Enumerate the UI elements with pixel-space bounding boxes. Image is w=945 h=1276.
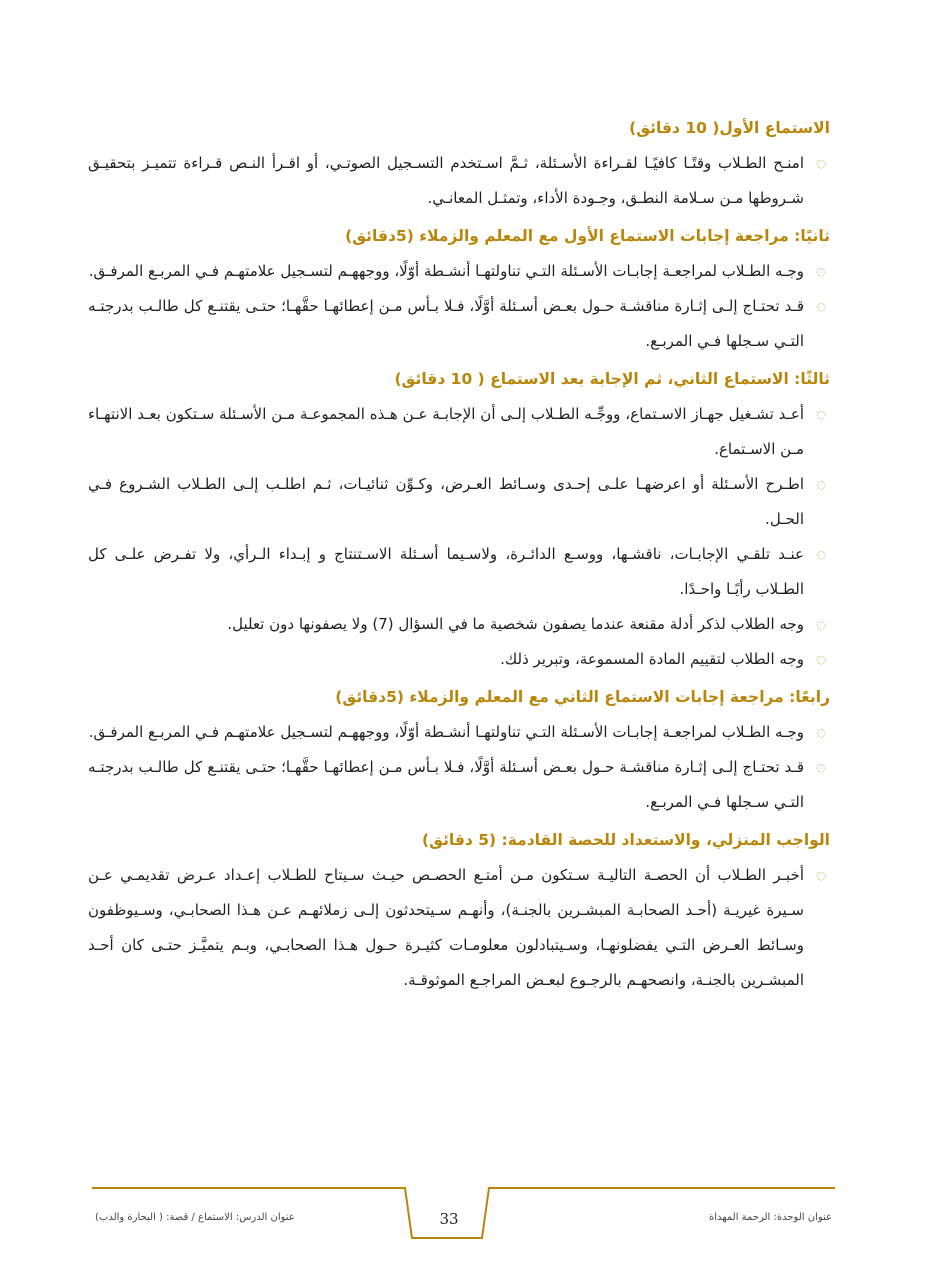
bullet-icon: ◌: [816, 265, 826, 278]
list-item: ◌ قـد تحتـاج إلـى إثـارة مناقشـة حـول بعـض أسـئلة أوَّلًا، فـلا بـأس مـن إعطائهـا حقَّهـا؛ حتـى يقتنـع كل طالـب بدرجتـه التـي سـجلها فـي المربـع.: [88, 750, 830, 820]
section-heading: ثالثًا: الاستماع الثاني، ثم الإجابة بعد الاستماع ( 10 دقائق): [394, 370, 830, 388]
list-item: ◌ وجه الطلاب لذكر أدلة مقنعة عندما يصفون شخصية ما في السؤال (7) ولا يصفونها دون تعليل.: [88, 607, 830, 642]
list-item: ◌ وجه الطلاب لتقييم المادة المسموعة، وتبرير ذلك.: [88, 642, 830, 677]
list-item: ◌ اطـرح الأسـئلة أو اعرضهـا علـى إحـدى وسـائط العـرض، وكـوِّن ثنائيـات، ثـم اطلـب إلـى الطـلاب الشـروع فـي الحـل.: [88, 467, 830, 537]
section-second-listening: [88, 369, 830, 677]
bullet-icon: ◌: [816, 726, 826, 739]
unit-title: عنوان الوحدة: الرحمة المهداة: [709, 1212, 832, 1223]
list-item: ◌ وجـه الطـلاب لمراجعـة إجابـات الأسـئلة التـي تناولتهـا أنشـطة أوّلًا، ووجههـم لتسـجيل علامتهـم فـي المربـع المرفـق.: [88, 715, 830, 750]
section-review-second: [88, 687, 830, 820]
bullet-icon: ◌: [816, 653, 826, 666]
list-item: ◌ امنـح الطـلاب وقتًـا كافيًـا لقـراءة الأسـئلة، ثـمَّ اسـتخدم التسـجيل الصوتـي، أو اقـرأ النـص قـراءة تتميـز بتحقيـق شـروطها مـن سـلامة النطـق، وجـودة الأداء، وتمثـل المعانـي.: [88, 146, 830, 216]
section-first-listening: [88, 118, 830, 216]
list-item: ◌ قـد تحتـاج إلـى إثـارة مناقشـة حـول بعـض أسـئلة أوَّلًا، فـلا بـأس مـن إعطائهـا حقَّهـا؛ حتـى يقتنـع كل طالـب بدرجتـه التـي سـجلها فـي المربـع.: [88, 289, 830, 359]
lesson-title: عنوان الدرس: الاستماع / قصة: ( البحارة والدب): [95, 1212, 295, 1223]
section-homework: [88, 830, 830, 998]
page-footer: [0, 1180, 945, 1276]
bullet-icon: ◌: [816, 408, 826, 421]
section-heading: الاستماع الأول( 10 دقائق): [629, 119, 830, 137]
page-number: 33: [439, 1210, 459, 1228]
bullet-icon: ◌: [816, 478, 826, 491]
bullet-icon: ◌: [816, 761, 826, 774]
page-content: [88, 108, 830, 998]
bullet-icon: ◌: [816, 618, 826, 631]
section-heading: رابعًا: مراجعة إجابات الاستماع الثاني مع المعلم والزملاء (5دقائق): [335, 688, 830, 706]
section-heading: ثانيًا: مراجعة إجابات الاستماع الأول مع المعلم والزملاء (5دقائق): [345, 227, 830, 245]
bullet-icon: ◌: [816, 869, 826, 882]
section-review-first: [88, 226, 830, 359]
list-item: ◌ عنـد تلقـي الإجابـات، ناقشـها، ووسـع الدائـرة، ولاسـيما أسـئلة الاسـتنتاج و إبـداء الـرأي، ولا تفـرض علـى كل الطـلاب رأيًـا واحـدًا.: [88, 537, 830, 607]
list-item: ◌ أخبـر الطـلاب أن الحصـة التاليـة سـتكون مـن أمتـع الحصـص حيـث سـيتاح للطـلاب إعـداد عـرض تقديمـي عـن سـيرة غيريـة (أحـد الصحابـة المبشـرين بالجنـة)، وأنهـم سـيتحدثون إلـى زملائهـم عـن هـذا الصحابـي، وسـيوظفون وسـائط العـرض التـي يفضلونهـا، وسـيتبادلون معلومـات كثيـرة حـول هـذا الصحابـي، وبـم يتميَّـز حتـى كان أحـد المبشـرين بالجنـة، وانصحهـم بالرجـوع لبعـض المراجـع الموثوقـة.: [88, 858, 830, 998]
footer-decoration: [0, 1180, 945, 1276]
bullet-icon: ◌: [816, 548, 826, 561]
list-item: ◌ أعـد تشـغيل جهـاز الاسـتماع، ووجِّـه الطـلاب إلـى أن الإجابـة عـن هـذه المجموعـة مـن الأسـئلة سـتكون بعـد الانتهـاء مـن الاسـتماع.: [88, 397, 830, 467]
list-item: ◌ وجـه الطـلاب لمراجعـة إجابـات الأسـئلة التـي تناولتهـا أنشـطة أوّلًا، ووجههـم لتسـجيل علامتهـم فـي المربـع المرفـق.: [88, 254, 830, 289]
section-heading: الواجب المنزلي، والاستعداد للحصة القادمة: (5 دقائق): [422, 831, 830, 849]
bullet-icon: ◌: [816, 157, 826, 170]
bullet-icon: ◌: [816, 300, 826, 313]
